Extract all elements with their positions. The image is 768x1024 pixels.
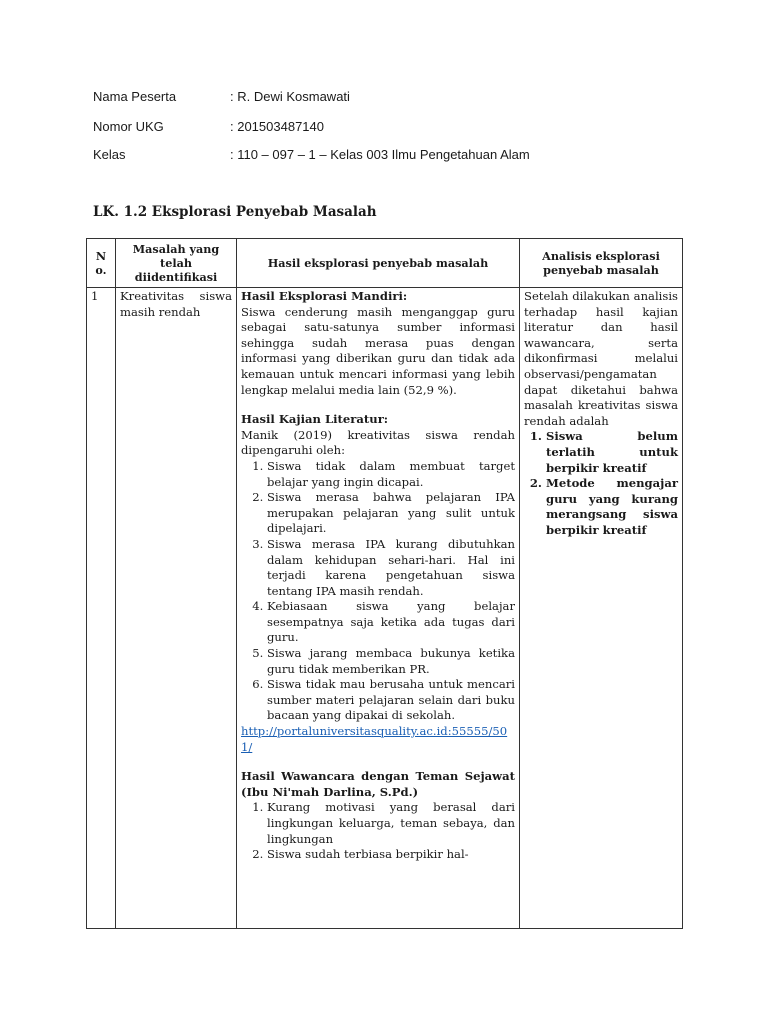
cell-hasil: [237, 288, 520, 929]
mandiri-title: Hasil Eksplorasi Mandiri:: [241, 289, 408, 303]
kelas-value: : 110 – 097 – 1 – Kelas 003 Ilmu Pengetahuan Alam: [230, 147, 530, 162]
list-item: 2. Metode mengajar guru yang kurang merangsang siswa berpikir kreatif: [546, 476, 678, 538]
nama-value: : R. Dewi Kosmawati: [230, 89, 350, 104]
nama-label: Nama Peserta: [93, 89, 177, 104]
cell-analisis: [520, 288, 683, 929]
wawancara-list: [241, 800, 515, 862]
cell-masalah: Kreativitas siswa masih rendah: [116, 288, 237, 929]
ukg-value: : 201503487140: [230, 119, 324, 134]
header-masalah: Masalah yang telah diidentifikasi: [116, 239, 237, 288]
cell-no: 1: [87, 288, 116, 929]
literatur-title: Hasil Kajian Literatur:: [241, 412, 389, 427]
header-no: N o.: [87, 239, 116, 288]
list-item: 1. Siswa tidak dalam membuat target belajar yang ingin dicapai.: [267, 459, 515, 490]
kelas-label: Kelas: [93, 147, 126, 162]
table-row: [87, 288, 683, 929]
ukg-label: Nomor UKG: [93, 119, 164, 134]
wawancara-title: Hasil Wawancara dengan Teman Sejawat (Ibu Ni'mah Darlina, S.Pd.): [241, 769, 515, 799]
analisis-text: Setelah dilakukan analisis terhadap hasil kajian literatur dan hasil wawancara, serta dikonfirmasi melalui observasi/pengamatan dapat diketahui bahwa masalah kreativitas siswa rendah adalah: [524, 289, 678, 428]
mandiri-text: Siswa cenderung masih menganggap guru sebagai satu-satunya sumber informasi sehingga sudah merasa puas dengan informasi yang diberikan guru dan tidak ada kemauan untuk mencari informasi yang lebih lengkap melalui media lain (52,9 %).: [241, 304, 515, 397]
header-hasil: Hasil eksplorasi penyebab masalah: [237, 239, 520, 288]
literatur-intro: Manik (2019) kreativitas siswa rendah dipengaruhi oleh:: [241, 427, 515, 458]
eksplorasi-table: [86, 238, 683, 929]
list-item: 2. Siswa sudah terbiasa berpikir hal-: [267, 847, 515, 863]
analisis-list: [524, 429, 678, 538]
section-title: LK. 1.2 Eksplorasi Penyebab Masalah: [93, 204, 377, 220]
list-item: 1. Siswa belum terlatih untuk berpikir kreatif: [546, 429, 678, 476]
list-item: 5. Siswa jarang membaca bukunya ketika guru tidak memberikan PR.: [267, 646, 515, 677]
source-link[interactable]: http://portaluniversitasquality.ac.id:55555/501/: [241, 724, 508, 754]
list-item: 6. Siswa tidak mau berusaha untuk mencari sumber materi pelajaran selain dari buku bacaan yang dipakai di sekolah.: [267, 677, 515, 724]
list-item: 4. Kebiasaan siswa yang belajar sesempatnya saja ketika ada tugas dari guru.: [267, 599, 515, 646]
list-item: 3. Siswa merasa IPA kurang dibutuhkan dalam kehidupan sehari-hari. Hal ini terjadi karena pengetahuan siswa tentang IPA masih rendah.: [267, 537, 515, 599]
literatur-list: [241, 459, 515, 724]
header-analisis: Analisis eksplorasi penyebab masalah: [520, 239, 683, 288]
table-header-row: [87, 239, 683, 288]
list-item: 1. Kurang motivasi yang berasal dari lingkungan keluarga, teman sebaya, dan lingkungan: [267, 800, 515, 847]
list-item: 2. Siswa merasa bahwa pelajaran IPA merupakan pelajaran yang sulit untuk dipelajari.: [267, 490, 515, 537]
